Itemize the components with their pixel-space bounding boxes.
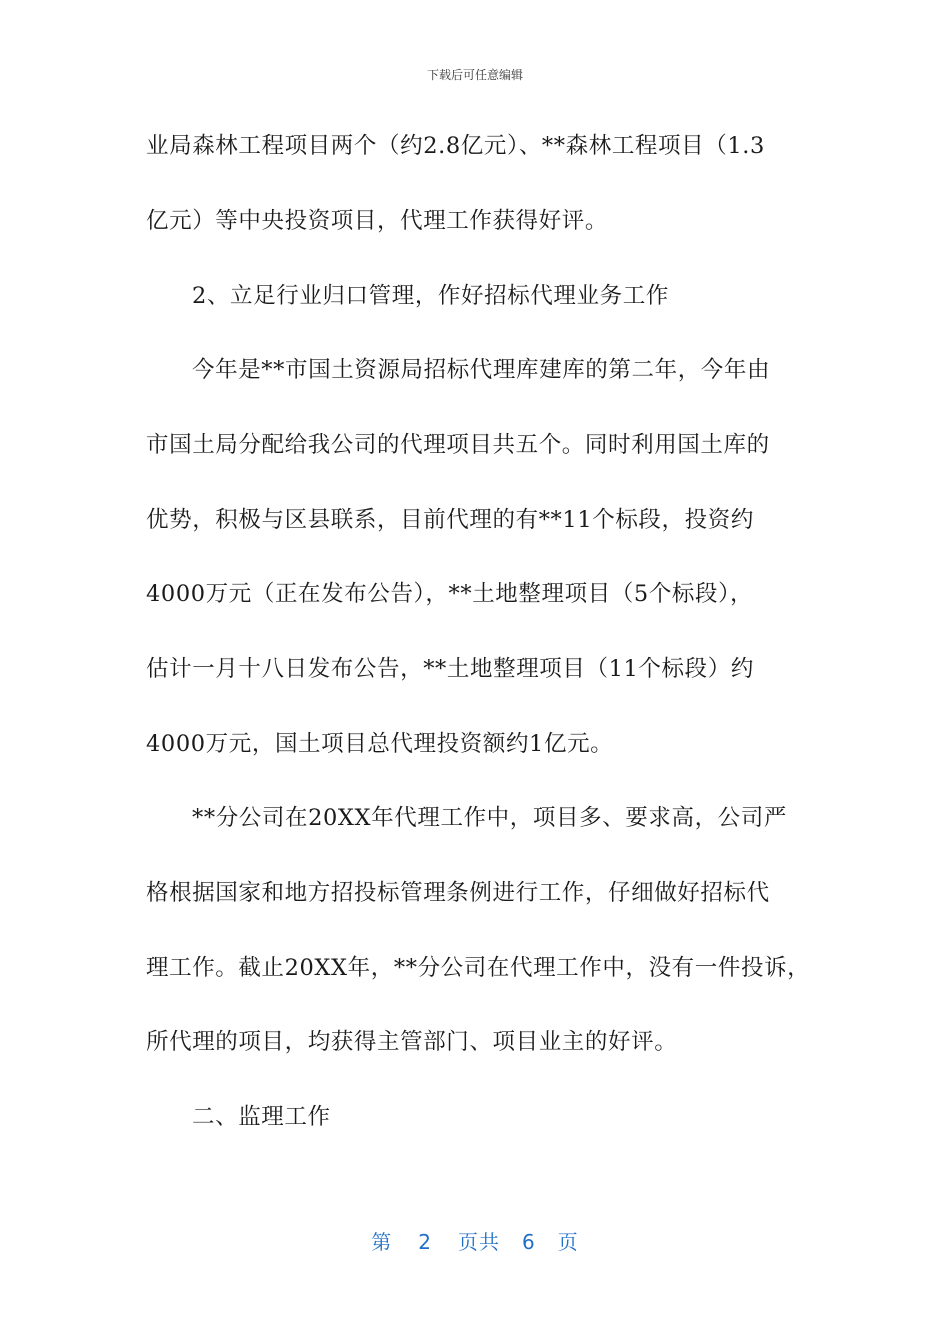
body-line-1: 业局森林工程项目两个（约2.8亿元）、**森林工程项目（1.3 (146, 133, 765, 159)
header-note: 下载后可任意编辑 (426, 68, 523, 82)
body-line-7: 4000万元（正在发布公告），**土地整理项目（5个标段）， (146, 581, 754, 607)
section-heading-2: 2、立足行业归口管理，作好招标代理业务工作 (192, 283, 669, 309)
section-heading-monitoring: 二、监理工作 (192, 1104, 331, 1130)
body-line-2: 亿元）等中央投资项目，代理工作获得好评。 (146, 208, 609, 234)
page-suffix: 页 (557, 1230, 579, 1254)
page-number: 2 (418, 1230, 432, 1254)
body-line-8: 估计一月十八日发布公告，**土地整理项目（11个标段）约 (146, 656, 754, 682)
body-line-11: 格根据国家和地方招投标管理条例进行工作，仔细做好招标代 (146, 880, 770, 906)
body-line-13: 所代理的项目，均获得主管部门、项目业主的好评。 (146, 1029, 678, 1055)
body-line-6: 优势，积极与区县联系，目前代理的有**11个标段，投资约 (146, 507, 754, 533)
page-middle: 页共 (458, 1230, 500, 1254)
body-line-10: **分公司在20XX年代理工作中，项目多、要求高，公司严 (192, 805, 787, 831)
page-total: 6 (522, 1230, 536, 1254)
page-footer (0, 1226, 950, 1255)
body-line-12: 理工作。截止20XX年，**分公司在代理工作中，没有一件投诉， (146, 955, 811, 981)
body-line-9: 4000万元，国土项目总代理投资额约1亿元。 (146, 731, 614, 757)
body-line-4: 今年是**市国土资源局招标代理库建库的第二年，今年由 (192, 357, 771, 383)
page-prefix: 第 (371, 1230, 393, 1254)
body-line-5: 市国土局分配给我公司的代理项目共五个。同时利用国土库的 (146, 432, 770, 458)
